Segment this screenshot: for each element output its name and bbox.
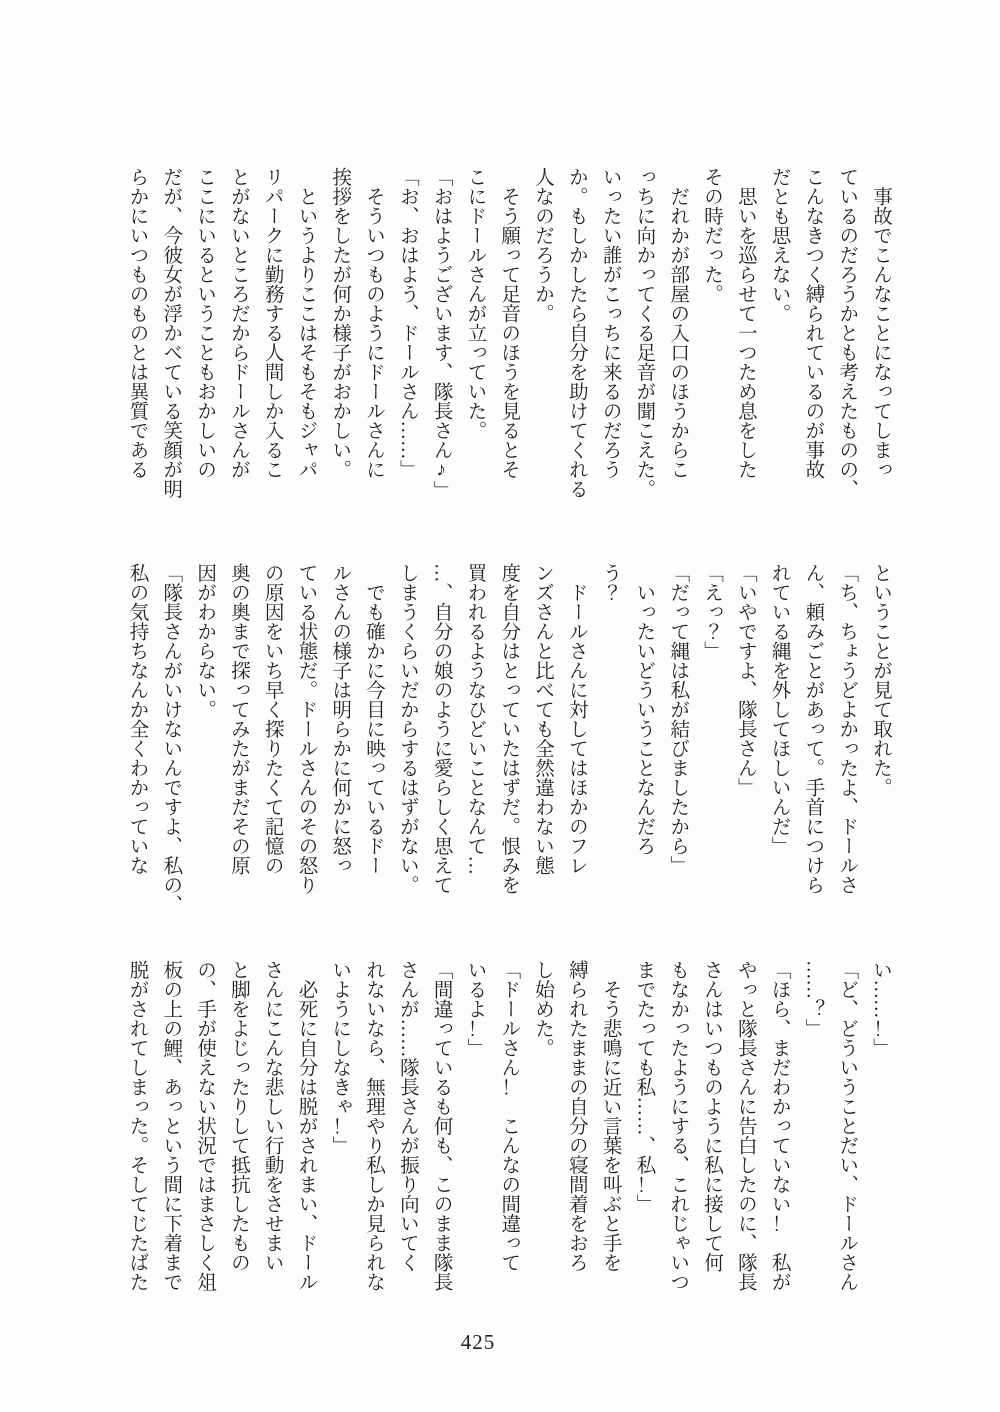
- text-line: いったいどういうことなんだろ: [633, 563, 655, 856]
- text-line: 「いやですよ、隊長さん」: [734, 563, 756, 797]
- text-line: さんはいつものように私に接して何: [701, 960, 723, 1272]
- text-line: 買われるようなひどいことなんて…: [464, 563, 486, 875]
- text-band-middle: [120, 563, 897, 914]
- text-line: こにドールさんが立っていた。: [464, 167, 486, 440]
- text-line: その時だった。: [701, 167, 723, 304]
- text-line: う？: [599, 563, 621, 602]
- text-line: ……？」: [802, 960, 824, 1038]
- text-band-bottom: [120, 960, 897, 1292]
- text-line: そう悲鳴に近い言葉を叫ぶと手を: [599, 960, 621, 1272]
- text-line: しまうくらいだからするはずがない。: [396, 563, 418, 895]
- text-line: らかにいつものものとは異質である: [126, 167, 148, 479]
- text-line: か。もしかしたら自分を助けてくれる: [565, 167, 587, 499]
- text-line: 奥の奥まで探ってみたがまだその原: [227, 563, 249, 875]
- text-line: いようにしなきゃ！」: [329, 960, 351, 1155]
- text-line: 「間違っているも何も、このまま隊長: [430, 960, 452, 1292]
- text-line: 「隊長さんがいけないんですよ、私の、: [160, 563, 182, 914]
- text-line: いったい誰がこっちに来るのだろう: [599, 167, 621, 479]
- text-line: いるよ！」: [464, 960, 486, 1058]
- text-line: ルさんの様子は明らかに何かに怒っ: [329, 563, 351, 875]
- text-line: 事故でこんなことになってしまっ: [870, 167, 891, 479]
- text-line: 「ど、どういうことだい、ドールさん: [836, 960, 858, 1292]
- text-line: れている縄を外してほしいんだ」: [768, 563, 790, 856]
- text-line: そういつものようにドールさんに: [363, 167, 385, 479]
- text-line: さんにこんな悲しい行動をさせまい: [261, 960, 283, 1272]
- text-line: リパークに勤務する人間しか入るこ: [261, 167, 283, 479]
- text-line: 板の上の鯉、あっという間に下着まで: [160, 960, 182, 1292]
- text-line: っちに向かってくる足音が聞こえた。: [633, 167, 655, 499]
- text-line: 「ほら、まだわかっていない！ 私が: [768, 960, 790, 1292]
- text-line: 「だって縄は私が結びましたから」: [667, 563, 689, 875]
- text-line: だれかが部屋の入口のほうからこ: [667, 167, 689, 479]
- text-line: だが、今彼女が浮かべている笑顔が明: [160, 167, 182, 499]
- text-band-top: [120, 167, 897, 500]
- text-line: の原因をいち早く探りたくて記憶の: [261, 563, 283, 875]
- text-line: さんが……隊長さんが振り向いてく: [396, 960, 418, 1272]
- text-line: の、手が使えない状況ではまさしく俎: [194, 960, 216, 1292]
- text-line: までたっても私……、私！」: [633, 960, 655, 1214]
- text-line: れないなら、無理やり私しか見られな: [363, 960, 385, 1292]
- text-line: 必死に自分は脱がされまい、ドール: [295, 960, 317, 1292]
- text-line: 私の気持ちなんか全くわかっていな: [126, 563, 148, 875]
- text-line: とがないところだからドールさんが: [227, 167, 249, 479]
- text-line: ここにいるということもおかしいの: [194, 167, 216, 479]
- text-line: 「おはようございます、隊長さん♪」: [430, 167, 452, 500]
- page-number: 425: [460, 1330, 496, 1354]
- text-line: ドールさんに対してはほかのフレ: [565, 563, 587, 875]
- text-line: でも確かに今目に映っているドー: [363, 563, 385, 875]
- text-line: 脱がされてしまった。そしてじたばた: [126, 960, 148, 1292]
- text-line: 「ドールさん！ こんなの間違って: [498, 960, 520, 1272]
- text-line: ているのだろうかとも考えたものの、: [836, 167, 858, 499]
- text-line: ンズさんと比べても全然違わない態: [532, 563, 554, 875]
- text-line: というよりここはそもそもジャパ: [295, 167, 317, 479]
- text-line: 人なのだろうか。: [532, 167, 554, 323]
- text-line: 挨拶をしたが何か様子がおかしい。: [329, 167, 351, 479]
- text-line: もなかったようにする、これじゃいつ: [667, 960, 689, 1292]
- text-line: だとも思えない。: [768, 167, 790, 323]
- text-line: そう願って足音のほうを見るとそ: [498, 167, 520, 479]
- text-line: 「ち、ちょうどよかったよ、ドールさ: [836, 563, 858, 895]
- text-line: ている状態だ。ドールさんのその怒り: [295, 563, 317, 895]
- text-line: 「えっ？」: [701, 563, 723, 661]
- text-line: 度を自分はとっていたはずだ。恨みを: [498, 563, 520, 895]
- text-line: こんなきつく縛られているのが事故: [802, 167, 824, 479]
- text-line: 思いを巡らせて一つため息をした: [734, 167, 756, 479]
- text-line: ということが見て取れた。: [870, 563, 891, 797]
- text-line: し始めた。: [532, 960, 554, 1058]
- text-line: 縛られたままの自分の寝間着をおろ: [565, 960, 587, 1272]
- text-line: ん、頼みごとがあって。手首につけら: [802, 563, 824, 895]
- text-line: と脚をよじったりして抵抗したもの: [227, 960, 249, 1272]
- text-line: やっと隊長さんに告白したのに、隊長: [734, 960, 756, 1292]
- text-line: 因がわからない。: [194, 563, 216, 719]
- text-line: …、自分の娘のように愛らしく思えて: [430, 563, 452, 895]
- text-line: い……！」: [870, 960, 891, 1058]
- text-line: 「お、おはよう、ドールさん……」: [396, 167, 418, 479]
